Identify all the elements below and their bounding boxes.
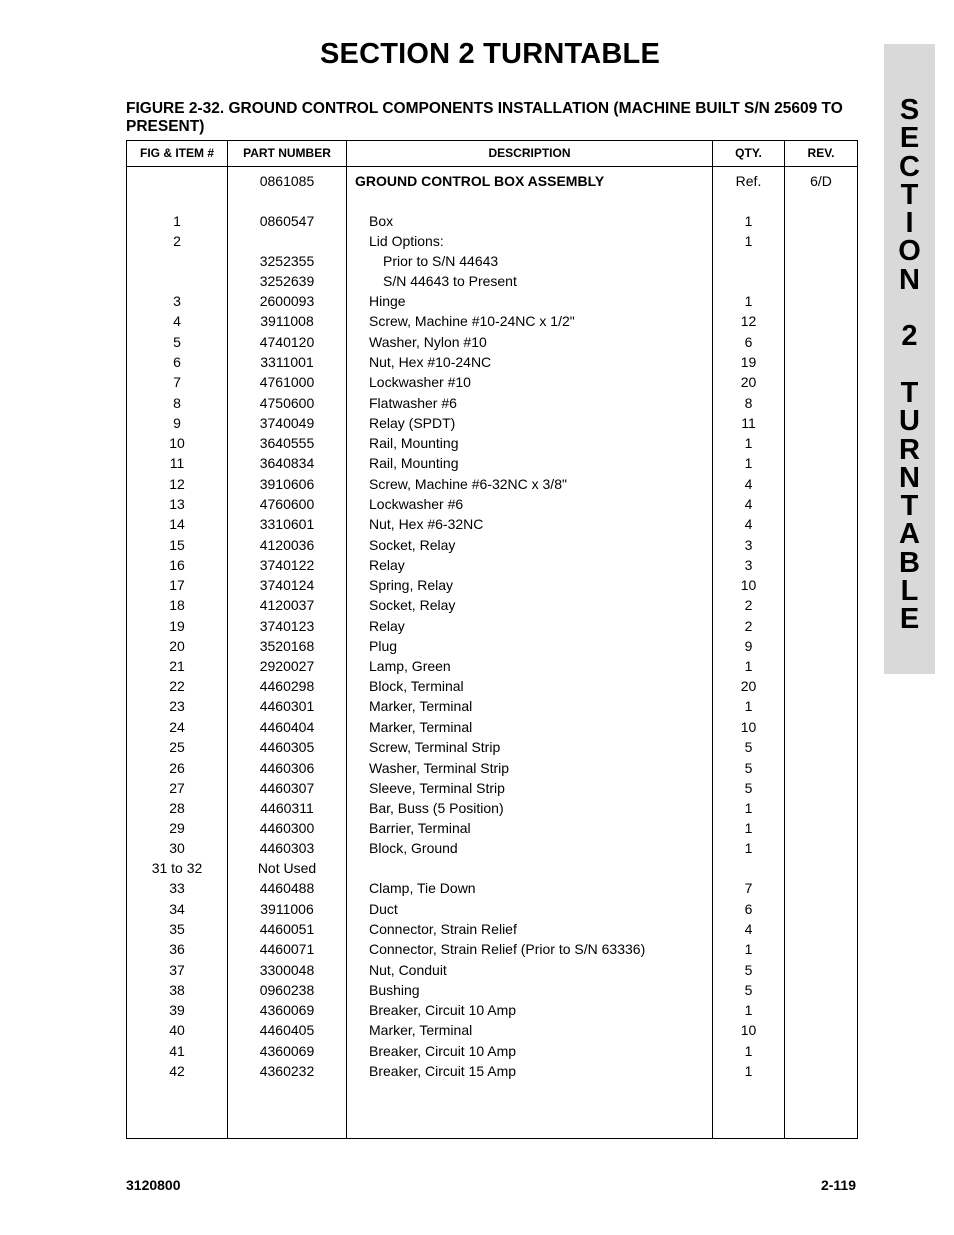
- description-cell: Screw, Terminal Strip: [369, 739, 501, 755]
- description-cell: Washer, Nylon #10: [369, 334, 487, 350]
- fig-item-cell: 42: [169, 1063, 185, 1079]
- part-number-cell: 4460488: [259, 880, 315, 896]
- description-cell: Plug: [369, 638, 398, 654]
- qty-cell: 1: [744, 820, 753, 836]
- description-cell: Lockwasher #10: [369, 374, 471, 390]
- section-tab-letter: U: [899, 405, 920, 438]
- qty-cell: 5: [744, 739, 753, 755]
- description-cell: Breaker, Circuit 10 Amp: [369, 1002, 517, 1018]
- description-cell: Breaker, Circuit 10 Amp: [369, 1043, 517, 1059]
- fig-item-cell: 16: [169, 557, 185, 573]
- table-row: [127, 939, 857, 959]
- qty-cell: 1: [744, 293, 753, 309]
- description-cell: Washer, Terminal Strip: [369, 760, 510, 776]
- description-cell: Duct: [369, 901, 398, 917]
- description-cell: Lid Options:: [369, 233, 444, 249]
- description-cell: Connector, Strain Relief (Prior to S/N 63336): [369, 941, 646, 957]
- description-cell: Rail, Mounting: [369, 455, 459, 471]
- qty-cell: 1: [744, 213, 753, 229]
- table-row: [127, 555, 857, 575]
- fig-item-cell: 40: [169, 1022, 185, 1038]
- table-row: [127, 1000, 857, 1020]
- qty-cell: 1: [744, 233, 753, 249]
- description-cell: Connector, Strain Relief: [369, 921, 517, 937]
- description-cell: Marker, Terminal: [369, 1022, 473, 1038]
- qty-cell: 7: [744, 880, 753, 896]
- fig-item-cell: 17: [169, 577, 185, 593]
- part-number-cell: 4460303: [259, 840, 315, 856]
- section-tab-letter: C: [899, 150, 920, 183]
- description-cell: Screw, Machine #10-24NC x 1/2": [369, 313, 575, 329]
- description-cell: S/N 44643 to Present: [383, 273, 517, 289]
- fig-item-cell: 37: [169, 962, 185, 978]
- table-row: [127, 575, 857, 595]
- part-number-cell: 3740049: [259, 415, 315, 431]
- qty-cell: 10: [740, 719, 757, 735]
- description-cell: Marker, Terminal: [369, 719, 473, 735]
- table-row: [127, 251, 857, 271]
- section-tab-letter: N: [899, 461, 920, 494]
- table-row: [127, 818, 857, 838]
- fig-item-cell: 21: [169, 658, 185, 674]
- part-number-cell: 0861085: [259, 173, 315, 189]
- qty-cell: 20: [740, 374, 757, 390]
- qty-cell: 4: [744, 496, 753, 512]
- table-row: [127, 737, 857, 757]
- table-row: [127, 717, 857, 737]
- qty-cell: 4: [744, 921, 753, 937]
- rev-cell: 6/D: [810, 173, 832, 189]
- part-number-cell: 4460306: [259, 760, 315, 776]
- part-number-cell: 3252355: [259, 253, 315, 269]
- fig-item-cell: 22: [169, 678, 185, 694]
- fig-item-cell: 1: [173, 213, 181, 229]
- part-number-cell: 3911008: [260, 313, 314, 329]
- part-number-cell: 4460405: [259, 1022, 315, 1038]
- section-tab-letter: O: [898, 235, 921, 268]
- table-row: [127, 474, 857, 494]
- table-row: [127, 271, 857, 291]
- qty-cell: 3: [744, 557, 753, 573]
- section-tab-letter: T: [900, 376, 919, 409]
- description-cell: Barrier, Terminal: [369, 820, 471, 836]
- section-tab-letter: R: [899, 433, 920, 466]
- table-row: [127, 352, 857, 372]
- fig-item-cell: 31 to 32: [151, 860, 203, 876]
- table-row: [127, 514, 857, 534]
- fig-item-cell: 33: [169, 880, 185, 896]
- part-number-cell: 3740124: [259, 577, 315, 593]
- section-tab-letter: I: [905, 207, 914, 240]
- part-number-cell: 4460051: [259, 921, 315, 937]
- fig-item-cell: 12: [169, 476, 185, 492]
- part-number-cell: 4360232: [259, 1063, 315, 1079]
- table-row: [127, 535, 857, 555]
- page-number: 2-119: [820, 1177, 856, 1193]
- parts-table: [126, 140, 858, 1139]
- description-cell: Bar, Buss (5 Position): [369, 800, 504, 816]
- table-row: [127, 656, 857, 676]
- table-row: [127, 1061, 857, 1081]
- fig-item-cell: 28: [169, 800, 185, 816]
- fig-item-cell: 7: [173, 374, 181, 390]
- part-number-cell: 3740123: [259, 618, 315, 634]
- section-tab-letter: E: [899, 603, 920, 636]
- section-tab-letter: A: [899, 518, 920, 551]
- fig-item-cell: 19: [169, 618, 185, 634]
- column-header-part-number: PART NUMBER: [243, 146, 331, 160]
- qty-cell: 9: [744, 638, 753, 654]
- column-header-item: FIG & ITEM #: [139, 146, 214, 160]
- table-row: [127, 980, 857, 1000]
- table-row: [127, 758, 857, 778]
- table-row: [127, 878, 857, 898]
- description-cell: Rail, Mounting: [369, 435, 459, 451]
- section-tab-letter: N: [899, 263, 920, 296]
- qty-cell: 6: [744, 334, 753, 350]
- part-number-cell: 3640834: [259, 455, 315, 471]
- description-cell: Lamp, Green: [369, 658, 451, 674]
- fig-item-cell: 34: [169, 901, 185, 917]
- description-cell: Lockwasher #6: [369, 496, 464, 512]
- description-cell: Block, Ground: [369, 840, 458, 856]
- fig-item-cell: 13: [169, 496, 185, 512]
- table-row: [127, 171, 857, 191]
- section-tab-letter: 2: [901, 320, 918, 353]
- part-number-cell: 4460404: [259, 719, 315, 735]
- description-cell: Nut, Conduit: [369, 962, 447, 978]
- fig-item-cell: 11: [169, 455, 185, 471]
- description-cell: Marker, Terminal: [369, 698, 473, 714]
- fig-item-cell: 5: [173, 334, 181, 350]
- table-row: [127, 1041, 857, 1061]
- fig-item-cell: 29: [169, 820, 185, 836]
- part-number-cell: 4120037: [259, 597, 315, 613]
- part-number-cell: 2920027: [259, 658, 315, 674]
- description-cell: Socket, Relay: [369, 597, 456, 613]
- fig-item-cell: 15: [169, 537, 185, 553]
- fig-item-cell: 41: [169, 1043, 185, 1059]
- description-cell: Relay (SPDT): [369, 415, 456, 431]
- fig-item-cell: 27: [169, 780, 185, 796]
- table-row: [127, 798, 857, 818]
- part-number-cell: 4460300: [259, 820, 315, 836]
- description-cell: Hinge: [369, 293, 406, 309]
- description-cell: Spring, Relay: [369, 577, 454, 593]
- description-cell: Relay: [369, 557, 405, 573]
- description-cell: Clamp, Tie Down: [369, 880, 476, 896]
- table-row: [127, 838, 857, 858]
- fig-item-cell: 20: [169, 638, 185, 654]
- table-row: [127, 636, 857, 656]
- qty-cell: 10: [740, 1022, 757, 1038]
- part-number-cell: 4460307: [259, 780, 315, 796]
- part-number-cell: 4761000: [259, 374, 315, 390]
- section-tab: [884, 44, 935, 674]
- description-cell: Nut, Hex #10-24NC: [369, 354, 492, 370]
- qty-cell: 6: [744, 901, 753, 917]
- table-row: [127, 899, 857, 919]
- part-number-cell: 3740122: [259, 557, 315, 573]
- description-cell: Nut, Hex #6-32NC: [369, 516, 484, 532]
- table-row: [127, 616, 857, 636]
- fig-item-cell: 23: [169, 698, 185, 714]
- description-cell: Flatwasher #6: [369, 395, 457, 411]
- table-row: [127, 231, 857, 251]
- fig-item-cell: 24: [169, 719, 185, 735]
- description-cell: Socket, Relay: [369, 537, 456, 553]
- table-row: [127, 676, 857, 696]
- qty-cell: 1: [744, 1063, 753, 1079]
- qty-cell: 20: [740, 678, 757, 694]
- header-divider: [127, 166, 857, 167]
- fig-item-cell: 35: [169, 921, 185, 937]
- qty-cell: 1: [744, 1002, 753, 1018]
- part-number-cell: 4120036: [259, 537, 315, 553]
- table-row: [127, 778, 857, 798]
- part-number-cell: Not Used: [257, 860, 317, 876]
- table-row: [127, 494, 857, 514]
- table-row: [127, 1020, 857, 1040]
- qty-cell: 1: [744, 698, 753, 714]
- qty-cell: 1: [744, 658, 753, 674]
- part-number-cell: 4360069: [259, 1002, 315, 1018]
- description-cell: Relay: [369, 618, 405, 634]
- section-tab-letter: E: [899, 122, 920, 155]
- table-row: [127, 393, 857, 413]
- fig-item-cell: 36: [169, 941, 185, 957]
- qty-cell: Ref.: [735, 173, 762, 189]
- qty-cell: 1: [744, 840, 753, 856]
- fig-item-cell: 2: [173, 233, 181, 249]
- qty-cell: 1: [744, 455, 753, 471]
- table-row: [127, 211, 857, 231]
- table-row: [127, 858, 857, 878]
- qty-cell: 3: [744, 537, 753, 553]
- description-cell: Bushing: [369, 982, 420, 998]
- qty-cell: 10: [740, 577, 757, 593]
- fig-item-cell: 8: [173, 395, 181, 411]
- part-number-cell: 4460298: [259, 678, 315, 694]
- qty-cell: 12: [740, 313, 757, 329]
- section-tab-letter: T: [900, 490, 919, 523]
- part-number-cell: 3311001: [260, 354, 314, 370]
- table-row: [127, 332, 857, 352]
- description-cell: Screw, Machine #6-32NC x 3/8": [369, 476, 567, 492]
- table-row: [127, 919, 857, 939]
- section-tab-letter: L: [900, 575, 919, 608]
- section-tab-letter: B: [899, 546, 920, 579]
- qty-cell: 2: [744, 618, 753, 634]
- description-cell: Prior to S/N 44643: [383, 253, 499, 269]
- table-row: [127, 413, 857, 433]
- fig-item-cell: 39: [169, 1002, 185, 1018]
- qty-cell: 8: [744, 395, 753, 411]
- qty-cell: 4: [744, 476, 753, 492]
- section-tab-letter: T: [900, 178, 919, 211]
- qty-cell: 2: [744, 597, 753, 613]
- fig-item-cell: 18: [169, 597, 185, 613]
- fig-item-cell: 14: [169, 516, 185, 532]
- part-number-cell: 0960238: [259, 982, 315, 998]
- part-number-cell: 4460305: [259, 739, 315, 755]
- part-number-cell: 0860547: [259, 213, 315, 229]
- table-row: [127, 433, 857, 453]
- document-number: 3120800: [126, 1177, 181, 1193]
- part-number-cell: 4760600: [259, 496, 315, 512]
- table-row: [127, 372, 857, 392]
- column-header-rev: REV.: [807, 146, 835, 160]
- section-tab-letter: [884, 294, 935, 322]
- table-row: [127, 595, 857, 615]
- part-number-cell: 2600093: [259, 293, 315, 309]
- fig-item-cell: 6: [173, 354, 181, 370]
- section-title: SECTION 2 TURNTABLE: [320, 38, 660, 70]
- qty-cell: 1: [744, 1043, 753, 1059]
- description-cell: Box: [369, 213, 394, 229]
- part-number-cell: 3911006: [260, 901, 314, 917]
- column-header-qty: QTY.: [735, 146, 762, 160]
- fig-item-cell: 30: [169, 840, 185, 856]
- figure-title: FIGURE 2-32. GROUND CONTROL COMPONENTS INSTALLATION (MACHINE BUILT S/N 25609 TO PRESENT): [126, 100, 843, 135]
- description-cell: Sleeve, Terminal Strip: [369, 780, 505, 796]
- part-number-cell: 4460071: [259, 941, 315, 957]
- table-row: [127, 291, 857, 311]
- column-header-description: DESCRIPTION: [488, 146, 571, 160]
- qty-cell: 1: [744, 941, 753, 957]
- qty-cell: 11: [741, 415, 756, 431]
- fig-item-cell: 9: [173, 415, 181, 431]
- qty-cell: 5: [744, 780, 753, 796]
- table-row: [127, 696, 857, 716]
- table-row: [127, 960, 857, 980]
- qty-cell: 5: [744, 982, 753, 998]
- fig-item-cell: 38: [169, 982, 185, 998]
- fig-item-cell: 25: [169, 739, 185, 755]
- table-row: [127, 453, 857, 473]
- qty-cell: 1: [744, 435, 753, 451]
- part-number-cell: 4460311: [260, 800, 314, 816]
- qty-cell: 4: [744, 516, 753, 532]
- qty-cell: 5: [744, 760, 753, 776]
- section-tab-letter: S: [899, 94, 920, 126]
- part-number-cell: 4740120: [259, 334, 315, 350]
- part-number-cell: 3310601: [259, 516, 315, 532]
- fig-item-cell: 3: [173, 293, 181, 309]
- qty-cell: 19: [740, 354, 757, 370]
- qty-cell: 1: [744, 800, 753, 816]
- section-tab-letters: [884, 96, 935, 634]
- part-number-cell: 3910606: [259, 476, 315, 492]
- part-number-cell: 4750600: [259, 395, 315, 411]
- part-number-cell: 4460301: [259, 698, 315, 714]
- part-number-cell: 3300048: [259, 962, 315, 978]
- section-tab-letter: [884, 351, 935, 379]
- fig-item-cell: 4: [173, 313, 181, 329]
- qty-cell: 5: [744, 962, 753, 978]
- fig-item-cell: 26: [169, 760, 185, 776]
- table-row: [127, 311, 857, 331]
- description-cell: Breaker, Circuit 15 Amp: [369, 1063, 517, 1079]
- part-number-cell: 3640555: [259, 435, 315, 451]
- fig-item-cell: 10: [169, 435, 185, 451]
- part-number-cell: 3520168: [259, 638, 315, 654]
- part-number-cell: 4360069: [259, 1043, 315, 1059]
- description-cell: Block, Terminal: [369, 678, 464, 694]
- description-cell: GROUND CONTROL BOX ASSEMBLY: [355, 173, 605, 189]
- part-number-cell: 3252639: [259, 273, 315, 289]
